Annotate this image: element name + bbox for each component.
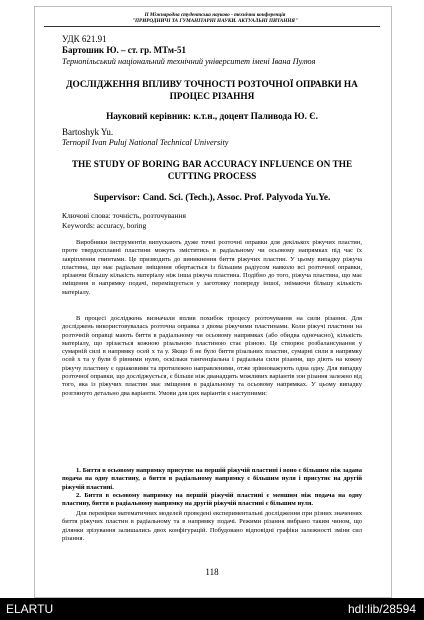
author-en: Bartoshyk Yu. [62, 127, 114, 137]
paragraph-text: В процесі досліджень визначали вплив похибок процесу розточування на сили різання. Для досліджень використовувалась розточна оправка з двома ріжучими пластинами. Коли ріжучі пластини на розточній оправці мають биття в радіальному чи осьовому напрямках (або обидва одночасно), кількість матеріалу, що зрізається кожною різальною пластиною стає різною. Це створює розбалансування у сумарній силі в напрямку осей x та y. Якщо б не було биття різальних пластин, сумарні сили в напрямку осей x та y були б рівними нулю, оскільки тангенціальна і радіальна сили різання, що діють на кожну ріжучу пластину є однаковими та протилежно направленими, отже зрівноважують одна одну. Для випадку розточної оправки, що досліджується, є більше ніж дванадцять можливих варіантів зон різання залежно від того, яка із ріжучих пластин має зміщення в радіальному та осьовому напрямках. У цьому випадку розглянуто детально два варіанти. Умови для цих варіантів є наступними: [62, 315, 362, 397]
author-ua: Бартошик Ю. – ст. гр. МТм-51 [62, 45, 186, 55]
condition-1 [62, 467, 362, 492]
body-paragraph-2 [62, 315, 362, 398]
body-paragraph-3 [62, 510, 362, 543]
repository-footer [0, 598, 424, 620]
title-en: THE STUDY OF BORING BAR ACCURACY INFLUENCE ON THE CUTTING PROCESS [71, 160, 353, 182]
affiliation-ua: Тернопільський національний технічний університет імені Івана Пулюя [62, 57, 316, 66]
supervisor-en: Supervisor: Cand. Sci. (Tech.), Assoc. Prof. Palyvoda Yu.Ye. [93, 193, 331, 203]
footer-handle-label: hdl:lib/28594 [347, 602, 416, 616]
supervisor-ua: Науковий керівник: к.т.н., доцент Паливода Ю. Є. [106, 112, 318, 122]
conference-header [60, 12, 370, 24]
paragraph-text: Для перевірки математичних моделей проведені експериментальні дослідження при різних значеннях биття ріжучих пластин в радіальному та в напрямку подачі. Режими різання вибрано таким чином, що ділянки зрізування залишались двох конфігурацій. Побудовано відповідні графіки залежності зміни сил різання. [62, 510, 362, 542]
conference-line-2: "ПРИРОДНИЧІ ТА ГУМАНІТАРНІ НАУКИ. АКТУАЛЬНІ ПИТАННЯ" [132, 18, 298, 24]
affiliation-en: Ternopil Ivan Puluj National Technical University [62, 138, 229, 147]
header-divider [44, 26, 380, 27]
paragraph-text: Виробники інструментів випускають дуже точні розточні оправки для декількох ріжучих пластин, проте твердосплавні пластини можуть зміститись в радіальному чи осьовому напрямках під час їх закріплення гвинтами. Це призводить до виникнення биття ріжучих пластин. У цьому випадку ріжуча пластина, що має радіальне зміщення обертається із більшим радіусом навколо всі розточної оправки, зрізаючи більшу кількість матеріалу ніж інша ріжуча пластина. Подібно до того, ріжуча пластина, що має зміщення в напрямку подачі, переміщується у заготовку попереду іншої, знімаючи більшу кількість матеріалу. [62, 239, 362, 296]
body-paragraph-1 [62, 239, 362, 297]
udk-code: УДК 621.91 [62, 34, 107, 44]
condition-text: 1. Биття в осьовому напрямку присутнє на першій ріжучій пластині і воно є більшим ніж задана подача на одну пластину, а биття в радіальному напрямку є більшим нуля і присутнє на другій ріжучій пластині. [62, 467, 362, 491]
keywords-en: Keywords: accuracy, boring [62, 221, 147, 230]
footer-left-label: ELARTU [6, 602, 54, 616]
title-ua: ДОСЛІДЖЕННЯ ВПЛИВУ ТОЧНОСТІ РОЗТОЧНОЇ ОПРАВКИ НА ПРОЦЕС РІЗАННЯ [66, 80, 358, 102]
conference-line-1: II Міжнародна студентська науково - технічна конференція [144, 12, 286, 18]
condition-text: 2. Биття в осьовому напрямку на першій ріжучій пластині є меншим ніж подача на одну пластину, биття в радіальному напрямку на другій ріжучій пластині є більшим нуля. [62, 492, 362, 508]
page-number: 118 [205, 567, 219, 577]
condition-2 [62, 492, 362, 509]
keywords-ua: Ключові слова: точність, розточування [62, 211, 186, 220]
